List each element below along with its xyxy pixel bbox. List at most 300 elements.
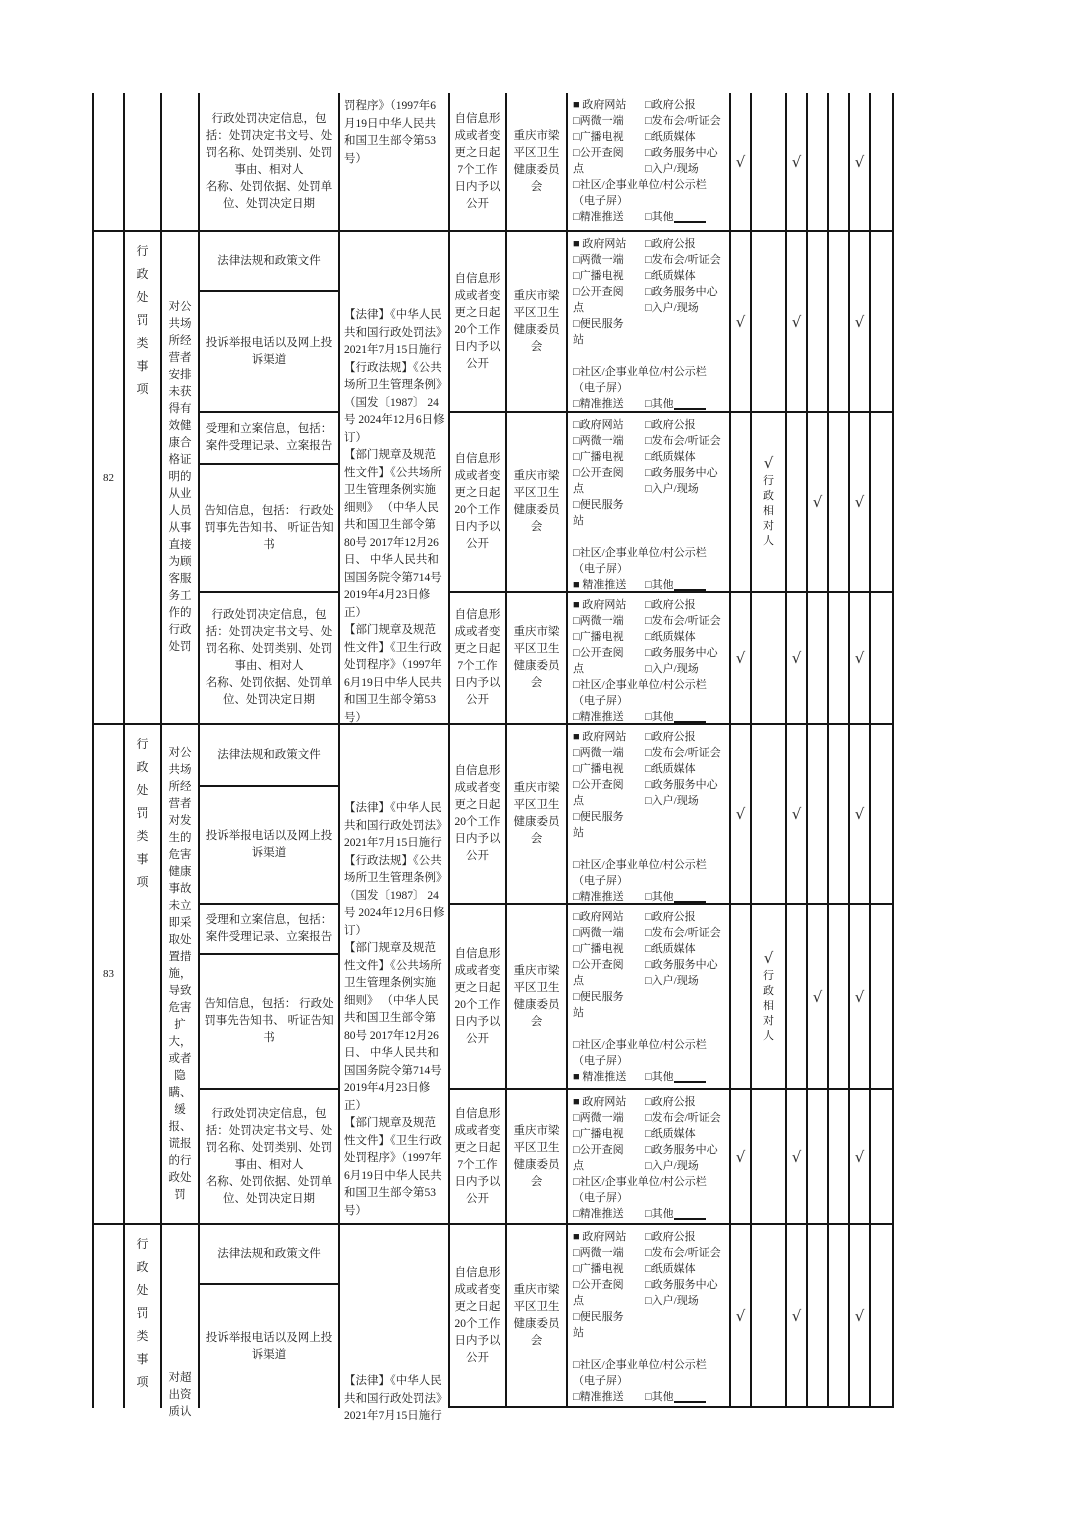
channel-line <box>573 677 727 693</box>
channel-line <box>573 252 727 268</box>
channel-option: □广播电视 <box>573 131 624 143</box>
channel-option: 点 <box>573 163 584 175</box>
channel-option: 点 <box>573 1160 584 1172</box>
channel-line <box>573 209 727 225</box>
other-underline <box>674 589 706 591</box>
channel-line <box>573 1261 727 1277</box>
tick-cell <box>731 93 752 232</box>
channel-line <box>573 284 727 300</box>
channel-option: □广播电视 <box>573 763 624 775</box>
tick-cell <box>752 1090 787 1225</box>
authority-cell: 重庆市梁平区卫生健康委员会 <box>507 93 568 232</box>
channel-option: ■ 政府网站 <box>573 99 627 111</box>
content-cell-complaint: 投诉举报电话以及网上投诉渠道 <box>200 292 340 413</box>
check-mark: √ <box>791 805 802 823</box>
tick-cell <box>731 413 752 593</box>
authority-cell: 重庆市梁平区卫生健康委员会 <box>507 905 568 1090</box>
channel-option-other: □其他 <box>645 579 674 591</box>
tick-cell <box>808 1090 829 1225</box>
channel-option: （电子屏） <box>573 382 628 394</box>
tick-cell <box>871 905 892 1090</box>
channel-line <box>573 97 727 113</box>
row-group-82 <box>94 232 892 725</box>
disclosure-table <box>92 93 894 1422</box>
channel-option: （电子屏） <box>573 695 628 707</box>
deadline-cell: 自信息形成或者变更之日起20个工作日内予以公开 <box>450 725 507 905</box>
channel-option: □发布会/听证会 <box>645 927 721 939</box>
channel-line <box>573 1158 727 1174</box>
channels-cell <box>568 232 731 413</box>
channel-option: □政务服务中心 <box>645 286 718 298</box>
channel-option: □社区/企事业单位/村公示栏 <box>573 1039 707 1051</box>
channel-line <box>573 236 727 252</box>
tick-cell <box>871 1225 892 1408</box>
channel-line <box>573 629 727 645</box>
content-cell-case: 受理和立案信息，包括： 案件受理记录、立案报告 <box>200 413 340 465</box>
channel-line <box>573 973 727 989</box>
channel-option: □公开查阅 <box>573 1144 624 1156</box>
check-mark: √ <box>854 1147 865 1166</box>
channels-cell <box>568 905 731 1090</box>
channel-option: 点 <box>573 663 584 675</box>
tick-cell <box>850 905 871 1090</box>
channel-line <box>573 1069 727 1085</box>
check-mark: √ <box>854 1306 865 1325</box>
channel-option: □政务服务中心 <box>645 779 718 791</box>
check-mark: √ <box>791 1306 802 1325</box>
channel-line <box>573 873 727 889</box>
tick-cell <box>808 93 829 232</box>
channel-line <box>573 1357 727 1373</box>
category-cell <box>125 232 162 725</box>
deadline-cell: 自信息形成或者变更之日起20个工作日内予以公开 <box>450 1225 507 1408</box>
channel-option: （电子屏） <box>573 1375 628 1387</box>
channel-line <box>573 433 727 449</box>
channel-option: □入户/现场 <box>645 1160 699 1172</box>
tick-cell <box>731 1090 752 1225</box>
channel-option: 点 <box>573 483 584 495</box>
content-cell-case: 受理和立案信息，包括： 案件受理记录、立案报告 <box>200 905 340 955</box>
tick-cell <box>752 1225 787 1408</box>
channel-option: □纸质媒体 <box>645 763 696 775</box>
tick-cell <box>829 413 850 593</box>
tick-cell <box>850 413 871 593</box>
item-cell: 对公共场所经营者对发生的危害健康事故未立即采取处置措施，导致危害扩大，或者隐瞒、缓报、谎报的行政处罚 <box>162 725 200 1225</box>
basis-cell: 【法律】《中华人民共和国行政处罚法》2021年7月15日施行 <box>340 1225 450 1408</box>
content-cell-decision: 行政处罚决定信息，包括：处罚决定书文号、处罚名称、处罚类别、处罚事由、相对人 名称、处罚依据、处罚单位、处罚决定日期 <box>200 593 340 725</box>
tick-cell <box>808 905 829 1090</box>
tick-cell <box>829 1225 850 1408</box>
tick-cell <box>850 93 871 232</box>
channel-option: □发布会/听证会 <box>645 115 721 127</box>
channel-line <box>573 465 727 481</box>
tick-cell <box>787 593 808 725</box>
channel-line <box>573 1293 727 1309</box>
basis-cell: 【法律】《中华人民共和国行政处罚法》2021年7月15日施行 【行政法规】《公共场所卫生管理条例》（国发〔1987〕 24号 2024年12月6日修订） 【部门规章及规范性文件】《公共场所卫生管理条例实施细则》 （中华人民共和国卫生部令第80号 2017年12月26日、 中华人民共和国国务院令第714号2019年4月23日修正） 【部门规章及规范性文件】《卫生行政处罚程序》（1997年6月19日中华人民共和国卫生部令第53号） <box>340 232 450 725</box>
content-cell-complaint: 投诉举报电话以及网上投诉渠道 <box>200 787 340 905</box>
channel-option: □两微一端 <box>573 927 624 939</box>
channel-option: ■ 精准推送 <box>573 579 627 591</box>
check-mark: √ <box>735 312 746 331</box>
channel-option: □广播电视 <box>573 270 624 282</box>
channel-option: □社区/企事业单位/村公示栏 <box>573 859 707 871</box>
channel-option: □政府网站 <box>573 911 624 923</box>
channel-option: □便民服务 <box>573 318 624 330</box>
channel-option-other: □其他 <box>645 891 674 903</box>
other-underline <box>674 721 706 723</box>
tick-cell <box>850 593 871 725</box>
channel-option: □社区/企事业单位/村公示栏 <box>573 1176 707 1188</box>
channel-option: □政务服务中心 <box>645 1279 718 1291</box>
channel-line <box>573 793 727 809</box>
channel-option: □纸质媒体 <box>645 631 696 643</box>
category-label: 行政处罚类事项 <box>136 244 149 396</box>
channel-option: □公开查阅 <box>573 1279 624 1291</box>
tick-cell <box>829 725 850 905</box>
channel-line <box>573 1229 727 1245</box>
check-mark: √ <box>812 493 823 511</box>
tick-cell <box>787 905 808 1090</box>
tick-cell <box>731 725 752 905</box>
tick-cell <box>808 725 829 905</box>
channel-option: □便民服务 <box>573 991 624 1003</box>
channel-option: 站 <box>573 1327 584 1339</box>
channel-option: □政府公报 <box>645 238 696 250</box>
channel-line <box>573 497 727 513</box>
channel-option: □公开查阅 <box>573 147 624 159</box>
check-mark: √ <box>812 987 823 1006</box>
authority-cell: 重庆市梁平区卫生健康委员会 <box>507 232 568 413</box>
channel-option: □发布会/听证会 <box>645 435 721 447</box>
channel-option: 点 <box>573 302 584 314</box>
channel-line <box>573 193 727 209</box>
channel-option: □社区/企事业单位/村公示栏 <box>573 679 707 691</box>
channel-line <box>573 513 727 529</box>
channel-line <box>573 1053 727 1069</box>
channel-option: □两微一端 <box>573 1112 624 1124</box>
tick-cell <box>871 413 892 593</box>
deadline-cell: 自信息形成或者变更之日起7个工作日内予以公开 <box>450 93 507 232</box>
other-underline <box>674 1218 706 1220</box>
channel-option: □公开查阅 <box>573 779 624 791</box>
content-cell-law: 法律法规和政策文件 <box>200 232 340 292</box>
channel-option-other: □其他 <box>645 1391 674 1403</box>
channel-line <box>573 1277 727 1293</box>
tick-cell <box>787 232 808 413</box>
content-cell-complaint: 投诉举报电话以及网上投诉渠道 <box>200 1285 340 1408</box>
channel-option: ■ 精准推送 <box>573 1071 627 1083</box>
item-cell <box>162 93 200 232</box>
channels-cell <box>568 1225 731 1408</box>
channel-line <box>573 380 727 396</box>
check-mark: √ <box>791 152 802 171</box>
channel-option: □广播电视 <box>573 1128 624 1140</box>
channel-option: □政府公报 <box>645 99 696 111</box>
channel-line <box>573 1389 727 1405</box>
channel-line <box>573 941 727 957</box>
channel-line <box>573 957 727 973</box>
channel-line <box>573 613 727 629</box>
tick-cell <box>731 593 752 725</box>
channel-option: □广播电视 <box>573 1263 624 1275</box>
row-group-84 <box>94 1225 892 1422</box>
category-cell <box>125 93 162 232</box>
tick-cell-relative-person <box>752 413 787 593</box>
channel-option: □精准推送 <box>573 891 624 903</box>
channel-option: （电子屏） <box>573 563 628 575</box>
channel-option: □政务服务中心 <box>645 1144 718 1156</box>
channel-option: □广播电视 <box>573 451 624 463</box>
channel-option: □社区/企事业单位/村公示栏 <box>573 366 707 378</box>
channel-line <box>573 661 727 677</box>
channel-line <box>573 693 727 709</box>
channel-line <box>573 889 727 905</box>
channel-option: （电子屏） <box>573 195 628 207</box>
channel-option: 站 <box>573 1007 584 1019</box>
channel-option: □公开查阅 <box>573 286 624 298</box>
other-underline <box>674 408 706 410</box>
channel-line <box>573 1206 727 1222</box>
check-mark: √ <box>791 1147 802 1166</box>
relative-person-label: 行政相对人 <box>763 475 774 547</box>
channel-line <box>573 161 727 177</box>
channel-line <box>573 1110 727 1126</box>
check-mark: √ <box>854 987 865 1006</box>
channel-line <box>573 417 727 433</box>
channel-line <box>573 777 727 793</box>
check-mark: √ <box>854 649 865 667</box>
channel-option-other: □其他 <box>645 711 674 723</box>
channel-option: 站 <box>573 515 584 527</box>
category-cell <box>125 725 162 1225</box>
tick-cell <box>787 725 808 905</box>
channel-line <box>573 909 727 925</box>
channel-line <box>573 1037 727 1053</box>
basis-cell: 【法律】《中华人民共和国行政处罚法》2021年7月15日施行 【行政法规】《公共场所卫生管理条例》（国发〔1987〕 24号 2024年12月6日修订） 【部门规章及规范性文件】《公共场所卫生管理条例实施细则》 （中华人民共和国卫生部令第80号 2017年12月26日、 中华人民共和国国务院令第714号2019年4月23日修正） 【部门规章及规范性文件】《卫生行政处罚程序》（1997年6月19日中华人民共和国卫生部令第53号） <box>340 725 450 1225</box>
channel-option-other: □其他 <box>645 1208 674 1220</box>
channel-line <box>573 145 727 161</box>
tick-cell <box>829 232 850 413</box>
channel-line <box>573 529 727 545</box>
tick-cell <box>787 413 808 593</box>
channel-line <box>573 177 727 193</box>
channel-option: ■ 政府网站 <box>573 238 627 250</box>
other-underline <box>674 1081 706 1083</box>
check-mark: √ <box>735 1306 746 1325</box>
channel-line <box>573 1005 727 1021</box>
channel-option: □入户/现场 <box>645 302 699 314</box>
channel-option: □广播电视 <box>573 943 624 955</box>
channel-option: （电子屏） <box>573 1055 628 1067</box>
channel-option: □纸质媒体 <box>645 943 696 955</box>
channel-line <box>573 1245 727 1261</box>
channel-option: □政府公报 <box>645 1096 696 1108</box>
tick-cell <box>850 1225 871 1408</box>
channel-line <box>573 129 727 145</box>
check-mark: √ <box>763 948 774 967</box>
seq-cell: 82 <box>94 232 125 725</box>
tick-cell-relative-person <box>752 905 787 1090</box>
item-cell: 对超出资质认 <box>162 1225 200 1408</box>
other-underline <box>674 1401 706 1403</box>
channel-option: □政务服务中心 <box>645 467 718 479</box>
channel-option: □政府网站 <box>573 419 624 431</box>
channel-option: □政府公报 <box>645 731 696 743</box>
channel-option: 点 <box>573 795 584 807</box>
channel-option: □政务服务中心 <box>645 647 718 659</box>
row-group-81 <box>94 93 892 232</box>
tick-cell <box>829 905 850 1090</box>
channel-option: □便民服务 <box>573 811 624 823</box>
deadline-cell: 自信息形成或者变更之日起20个工作日内予以公开 <box>450 413 507 593</box>
tick-cell <box>731 1225 752 1408</box>
channels-cell <box>568 725 731 905</box>
channel-option: □发布会/听证会 <box>645 254 721 266</box>
check-mark: √ <box>854 493 865 511</box>
channel-line <box>573 1126 727 1142</box>
channel-option: □社区/企事业单位/村公示栏 <box>573 179 707 191</box>
channel-line <box>573 268 727 284</box>
tick-cell <box>787 93 808 232</box>
channel-option: □入户/现场 <box>645 663 699 675</box>
authority-cell: 重庆市梁平区卫生健康委员会 <box>507 725 568 905</box>
channel-line <box>573 481 727 497</box>
seq-cell: 83 <box>94 725 125 1225</box>
channel-option: ■ 政府网站 <box>573 599 627 611</box>
channel-line <box>573 1190 727 1206</box>
channel-option: □两微一端 <box>573 1247 624 1259</box>
tick-cell <box>871 93 892 232</box>
channel-option: □两微一端 <box>573 115 624 127</box>
channel-line <box>573 1142 727 1158</box>
channel-line <box>573 761 727 777</box>
category-label: 行政处罚类事项 <box>136 1237 149 1389</box>
check-mark: √ <box>735 1147 746 1166</box>
check-mark: √ <box>735 805 746 823</box>
channel-option: □政府公报 <box>645 1231 696 1243</box>
channel-option: □广播电视 <box>573 631 624 643</box>
channel-option: □发布会/听证会 <box>645 1112 721 1124</box>
channel-option-other: □其他 <box>645 398 674 410</box>
tick-cell <box>752 232 787 413</box>
tick-cell <box>871 725 892 905</box>
channel-option: 点 <box>573 975 584 987</box>
channel-option: □入户/现场 <box>645 483 699 495</box>
authority-cell: 重庆市梁平区卫生健康委员会 <box>507 593 568 725</box>
channel-line <box>573 1373 727 1389</box>
channel-option: ■ 政府网站 <box>573 1096 627 1108</box>
tick-cell <box>829 593 850 725</box>
tick-cell <box>787 1090 808 1225</box>
deadline-cell: 自信息形成或者变更之日起7个工作日内予以公开 <box>450 593 507 725</box>
channel-line <box>573 1021 727 1037</box>
channel-line <box>573 809 727 825</box>
channel-option: □两微一端 <box>573 435 624 447</box>
channel-option: □入户/现场 <box>645 163 699 175</box>
tick-cell <box>787 1225 808 1408</box>
channel-line <box>573 577 727 593</box>
channel-option: 站 <box>573 334 584 346</box>
tick-cell <box>829 93 850 232</box>
channel-option: □入户/现场 <box>645 795 699 807</box>
channel-option: ■ 政府网站 <box>573 731 627 743</box>
channel-line <box>573 645 727 661</box>
channel-option: □社区/企事业单位/村公示栏 <box>573 547 707 559</box>
relative-person-label: 行政相对人 <box>763 969 774 1042</box>
tick-cell <box>808 232 829 413</box>
tick-cell <box>850 1090 871 1225</box>
channel-option: □纸质媒体 <box>645 270 696 282</box>
channel-option: 站 <box>573 827 584 839</box>
channels-cell <box>568 1090 731 1225</box>
channel-line <box>573 857 727 873</box>
channel-line <box>573 825 727 841</box>
channel-option: □公开查阅 <box>573 959 624 971</box>
channel-line <box>573 729 727 745</box>
check-mark: √ <box>854 805 865 823</box>
channel-option: □精准推送 <box>573 1391 624 1403</box>
channel-option: □入户/现场 <box>645 975 699 987</box>
channel-option: □政府公报 <box>645 911 696 923</box>
channel-option: □纸质媒体 <box>645 131 696 143</box>
channel-option: □政府公报 <box>645 599 696 611</box>
channel-line <box>573 300 727 316</box>
check-mark: √ <box>791 312 802 331</box>
tick-cell <box>731 232 752 413</box>
tick-cell <box>829 1090 850 1225</box>
channel-line <box>573 113 727 129</box>
channel-line <box>573 348 727 364</box>
channel-line <box>573 989 727 1005</box>
channel-line <box>573 1341 727 1357</box>
other-underline <box>674 221 706 223</box>
channel-option: □纸质媒体 <box>645 1128 696 1140</box>
channel-line <box>573 1325 727 1341</box>
content-cell-notice: 告知信息，包括： 行政处罚事先告知书、 听证告知书 <box>200 465 340 593</box>
tick-cell <box>871 1090 892 1225</box>
category-cell <box>125 1225 162 1408</box>
channel-option: ■ 政府网站 <box>573 1231 627 1243</box>
channel-option: □纸质媒体 <box>645 1263 696 1275</box>
channel-option: □精准推送 <box>573 711 624 723</box>
other-underline <box>674 901 706 903</box>
tick-cell <box>808 593 829 725</box>
content-cell-decision: 行政处罚决定信息，包括：处罚决定书文号、处罚名称、处罚类别、处罚事由、相对人 名称、处罚依据、处罚单位、处罚决定日期 <box>200 1090 340 1225</box>
deadline-cell: 自信息形成或者变更之日起20个工作日内予以公开 <box>450 232 507 413</box>
tick-cell <box>850 725 871 905</box>
channel-option: □发布会/听证会 <box>645 1247 721 1259</box>
channel-line <box>573 396 727 412</box>
channel-option: □精准推送 <box>573 398 624 410</box>
channel-line <box>573 449 727 465</box>
check-mark: √ <box>763 454 774 472</box>
content-cell-decision: 行政处罚决定信息，包括：处罚决定书文号、处罚名称、处罚类别、处罚事由、相对人 名称、处罚依据、处罚单位、处罚决定日期 <box>200 93 340 232</box>
channel-option: □入户/现场 <box>645 1295 699 1307</box>
tick-cell <box>808 413 829 593</box>
channel-option: （电子屏） <box>573 1192 628 1204</box>
channels-cell <box>568 413 731 593</box>
channel-option: □精准推送 <box>573 1208 624 1220</box>
channel-line <box>573 316 727 332</box>
content-cell-law: 法律法规和政策文件 <box>200 725 340 787</box>
channel-option: 点 <box>573 1295 584 1307</box>
channel-option: □政务服务中心 <box>645 147 718 159</box>
channel-option: □社区/企事业单位/村公示栏 <box>573 1359 707 1371</box>
tick-cell <box>871 593 892 725</box>
channel-line <box>573 332 727 348</box>
check-mark: √ <box>735 649 746 667</box>
channels-cell <box>568 593 731 725</box>
